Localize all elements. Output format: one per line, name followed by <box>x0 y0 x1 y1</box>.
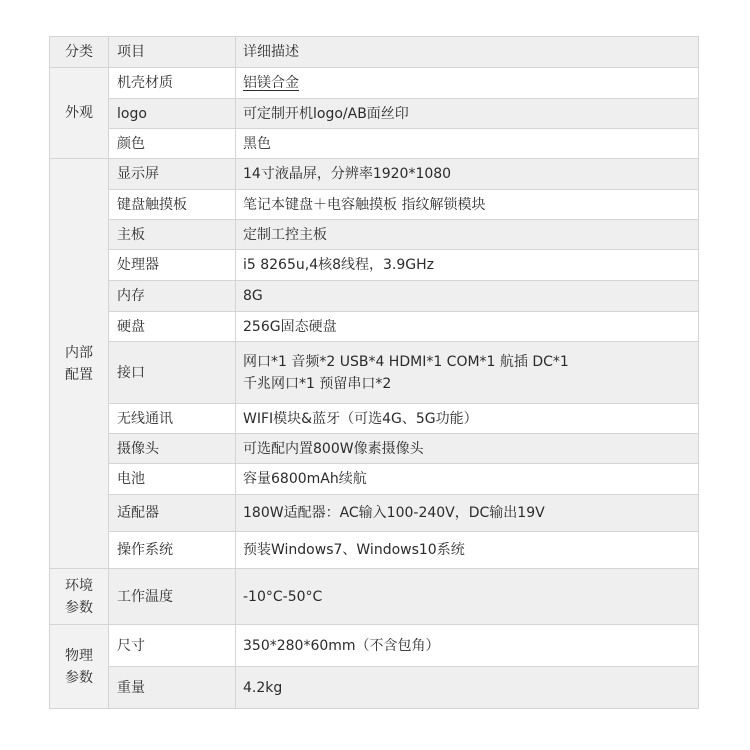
desc-cell: i5 8265u,4核8线程，3.9GHz <box>236 250 699 281</box>
table-row <box>50 667 699 709</box>
table-row <box>50 99 699 129</box>
table-row <box>50 129 699 159</box>
item-cell: 颜色 <box>109 129 236 159</box>
table-row <box>50 464 699 495</box>
desc-cell: 4.2kg <box>236 667 699 709</box>
desc-cell: 预装Windows7、Windows10系统 <box>236 532 699 569</box>
desc-cell: 350*280*60mm（不含包角） <box>236 625 699 667</box>
item-cell: logo <box>109 99 236 129</box>
desc-cell: 256G固态硬盘 <box>236 312 699 342</box>
header-description: 详细描述 <box>236 37 699 68</box>
item-cell: 电池 <box>109 464 236 495</box>
table-row <box>50 404 699 434</box>
desc-cell: 网口*1 音频*2 USB*4 HDMI*1 COM*1 航插 DC*1 千兆网口*1 预留串口*2 <box>236 342 699 404</box>
desc-cell: 180W适配器：AC输入100-240V，DC输出19V <box>236 495 699 532</box>
table-row <box>50 281 699 312</box>
desc-cell: 14寸液晶屏，分辨率1920*1080 <box>236 159 699 190</box>
category-physical: 物理 参数 <box>50 625 109 709</box>
category-environment: 环境 参数 <box>50 569 109 625</box>
item-cell: 适配器 <box>109 495 236 532</box>
table-row <box>50 68 699 99</box>
item-cell: 机壳材质 <box>109 68 236 99</box>
desc-cell: 可定制开机logo/AB面丝印 <box>236 99 699 129</box>
table-row <box>50 250 699 281</box>
table-row <box>50 532 699 569</box>
desc-cell: 定制工控主板 <box>236 220 699 250</box>
item-cell: 工作温度 <box>109 569 236 625</box>
header-item: 项目 <box>109 37 236 68</box>
item-cell: 处理器 <box>109 250 236 281</box>
table-row <box>50 190 699 220</box>
table-row <box>50 495 699 532</box>
item-cell: 摄像头 <box>109 434 236 464</box>
table-row <box>50 159 699 190</box>
spec-table <box>49 36 699 709</box>
desc-cell: -10°C-50°C <box>236 569 699 625</box>
desc-cell: 黑色 <box>236 129 699 159</box>
item-cell: 接口 <box>109 342 236 404</box>
category-internal: 内部 配置 <box>50 159 109 569</box>
desc-cell: 笔记本键盘＋电容触摸板 指纹解锁模块 <box>236 190 699 220</box>
item-cell: 内存 <box>109 281 236 312</box>
header-row <box>50 37 699 68</box>
category-appearance: 外观 <box>50 68 109 159</box>
item-cell: 键盘触摸板 <box>109 190 236 220</box>
table-row <box>50 342 699 404</box>
header-category: 分类 <box>50 37 109 68</box>
desc-cell: 铝镁合金 <box>236 68 699 99</box>
item-cell: 无线通讯 <box>109 404 236 434</box>
item-cell: 硬盘 <box>109 312 236 342</box>
desc-cell: 容量6800mAh续航 <box>236 464 699 495</box>
desc-cell: 8G <box>236 281 699 312</box>
table-row <box>50 434 699 464</box>
desc-cell: 可选配内置800W像素摄像头 <box>236 434 699 464</box>
table-row <box>50 312 699 342</box>
item-cell: 主板 <box>109 220 236 250</box>
table-row <box>50 220 699 250</box>
desc-cell: WIFI模块&蓝牙（可选4G、5G功能） <box>236 404 699 434</box>
table-row <box>50 625 699 667</box>
item-cell: 显示屏 <box>109 159 236 190</box>
table-row <box>50 569 699 625</box>
item-cell: 操作系统 <box>109 532 236 569</box>
item-cell: 重量 <box>109 667 236 709</box>
item-cell: 尺寸 <box>109 625 236 667</box>
